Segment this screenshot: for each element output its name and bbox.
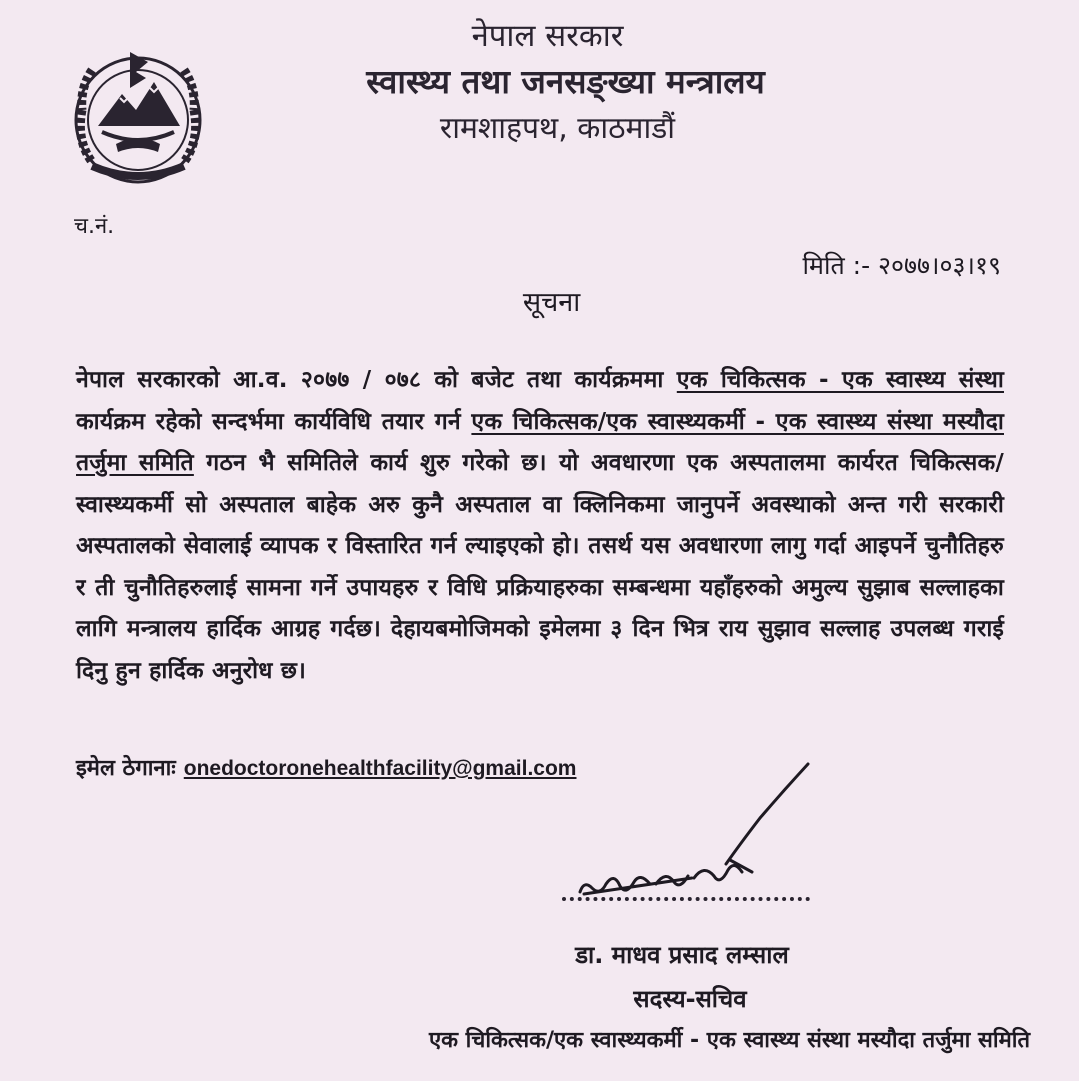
body-text-part-1: नेपाल सरकारको आ.व. २०७७ / ०७८ को बजेट तथा कार्यक्रममा [76,367,677,393]
reference-number-label: च.नं. [74,214,115,239]
signer-name: डा. माधव प्रसाद लम्साल [575,941,789,969]
signature-line [562,897,810,901]
handwritten-signature-icon [570,760,820,920]
ministry-name: स्वास्थ्य तथा जनसङ्ख्या मन्त्रालय [366,62,765,101]
body-text-part-3: गठन भै समितिले कार्य शुरु गरेको छ। यो अवधारणा एक अस्पतालमा कार्यरत चिकित्सक/स्वास्थ्यकर्मी सो अस्पताल बाहेक अरु कुनै अस्पताल वा क्लिनिकमा जानुपर्ने अवस्थाको अन्त गरी सरकारी अस्पतालको सेवालाई व्यापक र विस्तारित गर्न ल्याइएको हो। तसर्थ यस अवधारणा लागु गर्दा आइपर्ने चुनौतिहरु र ती चुनौतिहरुलाई सामना गर्ने उपायहरु र विधि प्रक्रियाहरुका सम्बन्धमा यहाँहरुको अमुल्य सुझाब सल्लाहका लागि मन्त्रालय हार्दिक आग्रह गर्दछ। देहायबमोजिमको इमेलमा ३ दिन भित्र राय सुझाव सल्लाह उपलब्ध गराई दिनु हुन हार्दिक अनुरोध छ। [76,450,1004,684]
email-address-link[interactable]: onedoctoronehealthfacility@gmail.com [183,757,577,780]
email-row [76,752,576,782]
program-name-underlined: एक चिकित्सक - एक स्वास्थ्य संस्था [676,367,1004,393]
committee-name: एक चिकित्सक/एक स्वास्थ्यकर्मी - एक स्वास्थ्य संस्था मस्यौदा तर्जुमा समिति [428,1028,1030,1053]
committee-name-underlined: एक चिकित्सक/एक स्वास्थ्यकर्मी - एक स्वास्थ्य संस्था मस्यौदा तर्जुमा समिति [76,408,1004,476]
ministry-address: रामशाहपथ, काठमाडौं [439,111,676,146]
signer-title: सदस्य-सचिव [633,985,747,1013]
notice-title: सूचना [522,287,581,318]
letter-date: मिति :- २०७७।०३।१९ [802,251,1001,280]
body-text-part-2: कार्यक्रम रहेको सन्दर्भमा कार्यविधि तयार गर्न [76,408,472,435]
government-name: नेपाल सरकार [471,18,624,54]
notice-body [76,360,1004,692]
email-label: इमेल ठेगानाः [76,756,176,781]
